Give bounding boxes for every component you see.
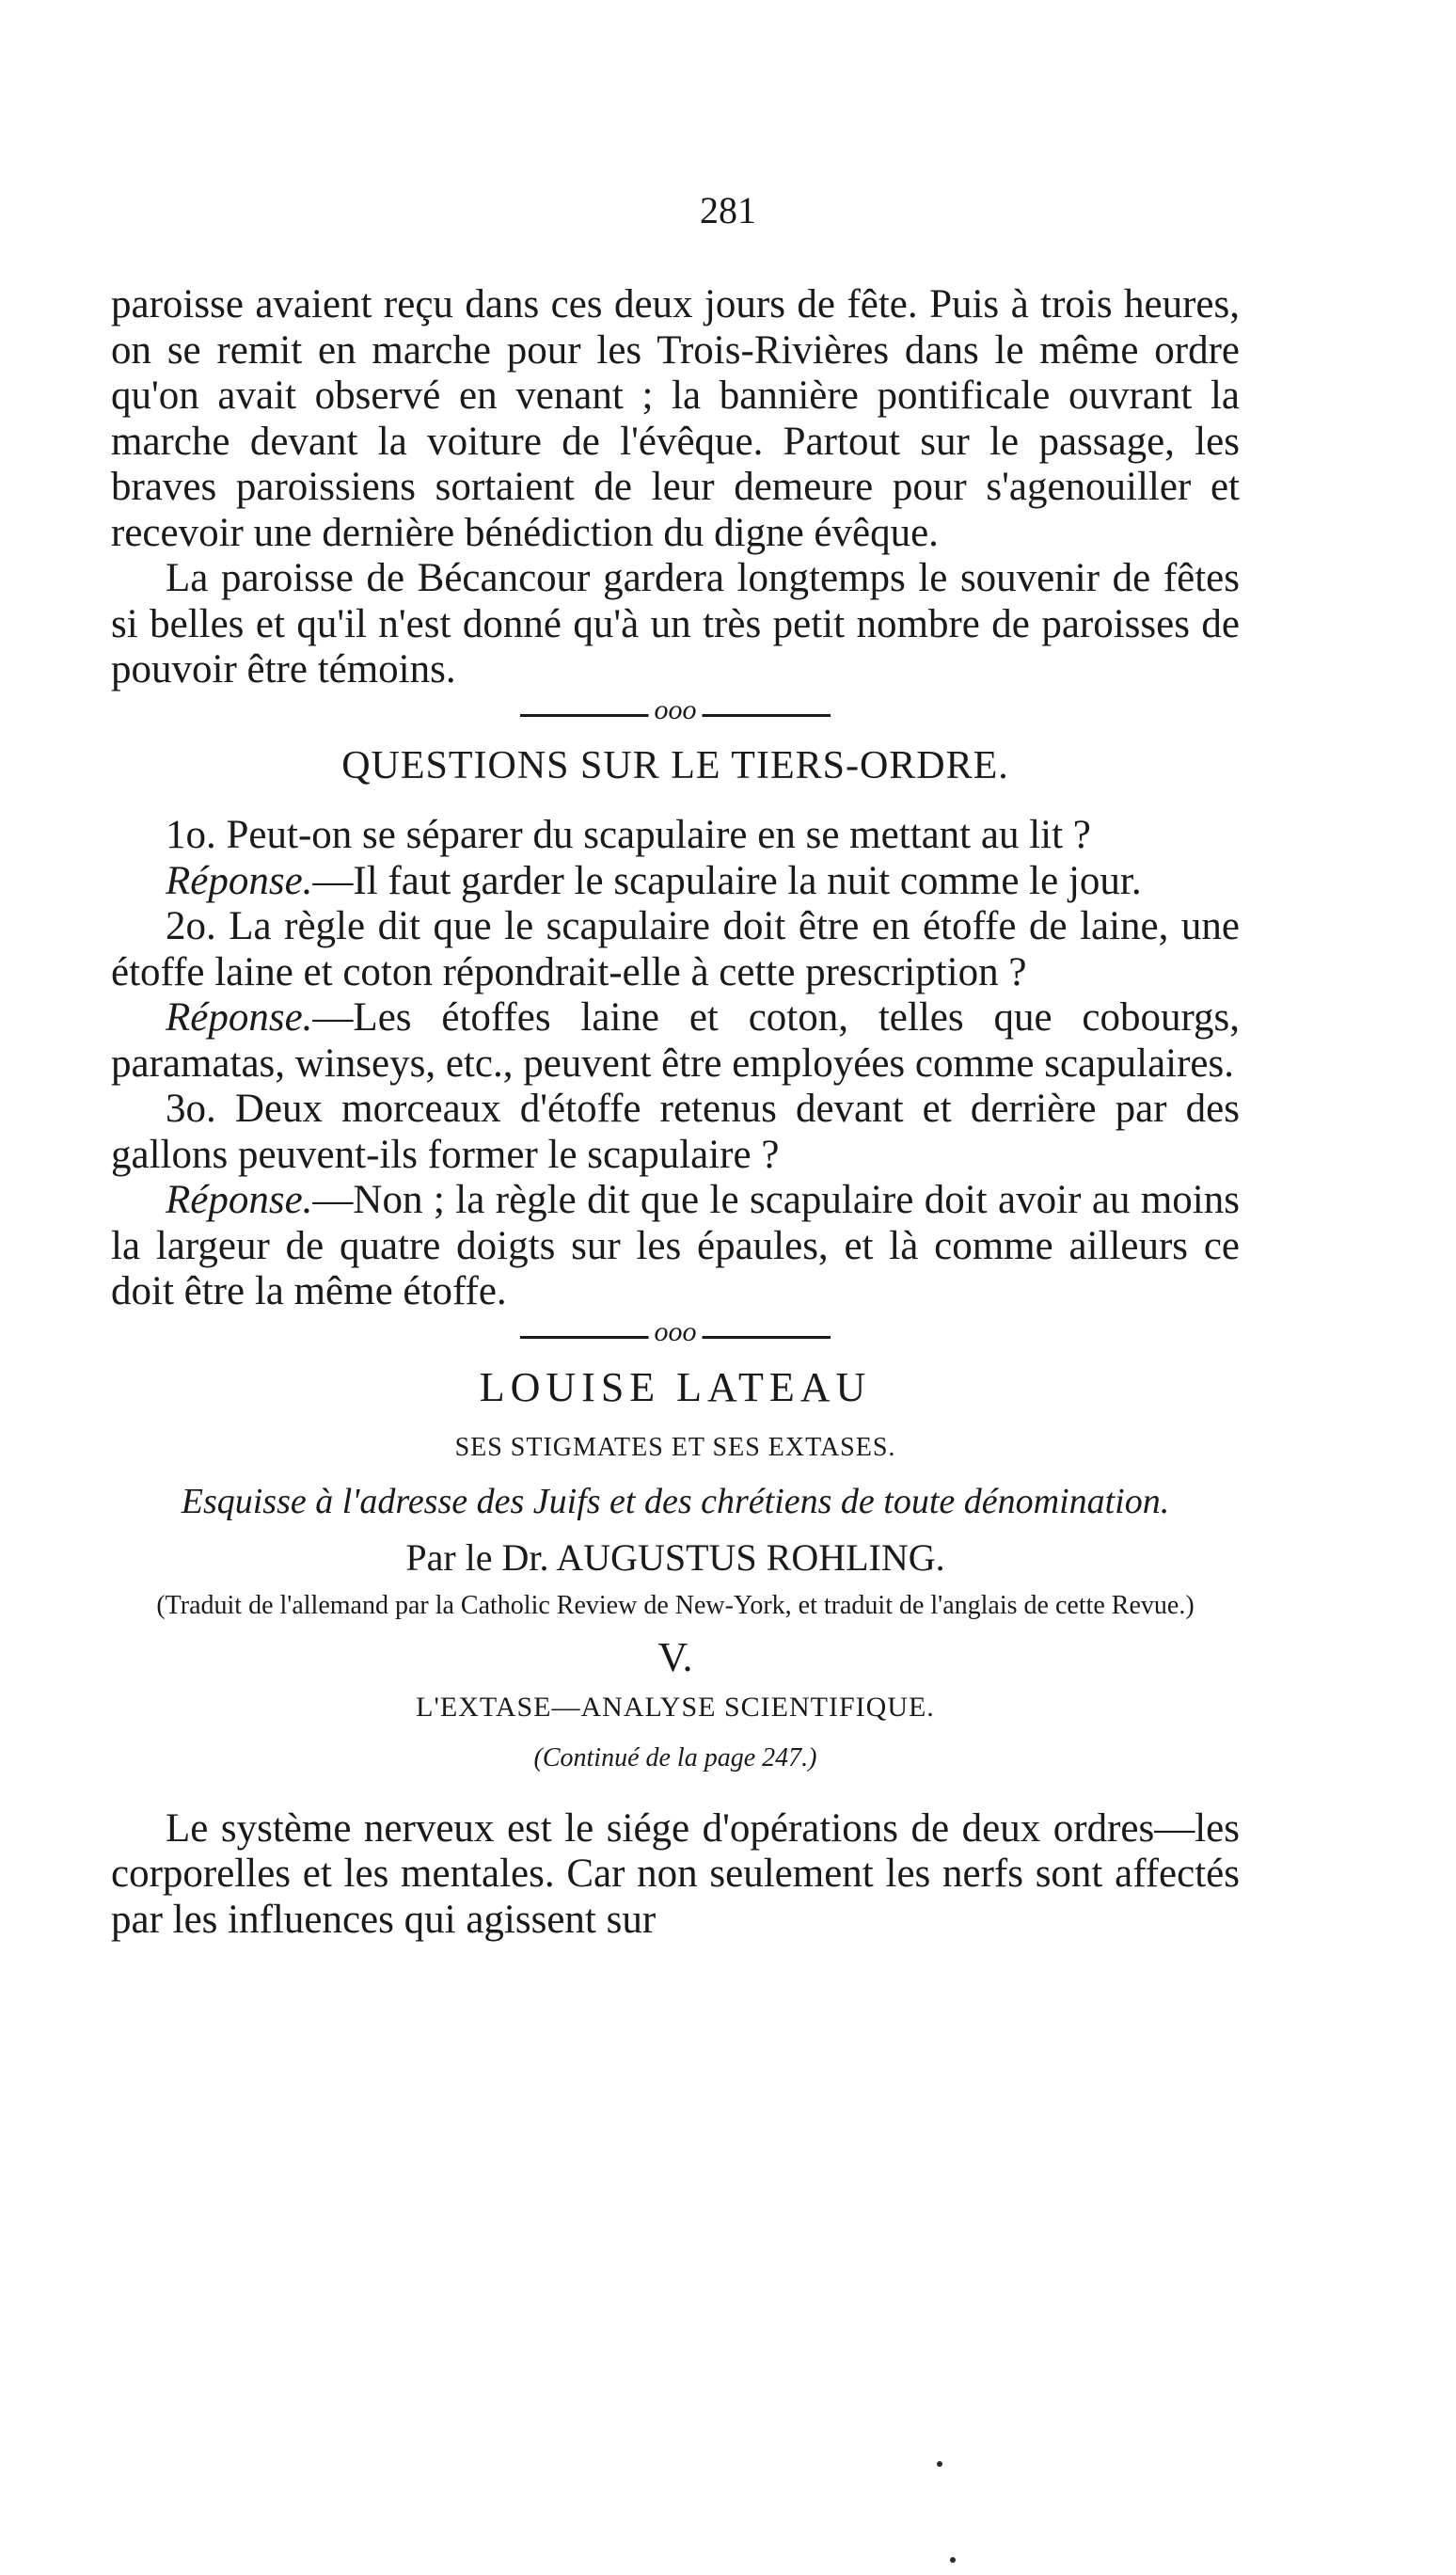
question-2: 2o. La règle dit que le scapulaire doit être en étoffe de laine, une étoffe laine et coton répondrait-elle à cette prescription ? bbox=[111, 904, 1240, 994]
article-body: Le système nerveux est le siége d'opérations de deux ordres—les corporelles et les mentales. Car non seulement les nerfs sont affectés par les influences qui agissent sur bbox=[111, 1805, 1240, 1942]
ink-speck bbox=[937, 2461, 942, 2467]
translation-note: (Traduit de l'allemand par la Catholic Review de New-York, et traduit de l'anglais de cette Revue.) bbox=[156, 1591, 1195, 1620]
answer-label: Réponse. bbox=[166, 995, 313, 1040]
answer-text: —Non ; la règle dit que le scapulaire doit avoir au moins la largeur de quatre doigts sur les épaules, et là comme ailleurs ce doit être la même étoffe. bbox=[111, 1178, 1240, 1313]
article-byline: Par le Dr. AUGUSTUS ROHLING. bbox=[405, 1535, 945, 1579]
question-3: 3o. Deux morceaux d'étoffe retenus devant et derrière par des gallons peuvent-ils former le scapulaire ? bbox=[111, 1087, 1240, 1177]
separator-mark: ooo bbox=[649, 1318, 703, 1346]
answer-label: Réponse. bbox=[166, 1178, 313, 1222]
chapter-title: L'EXTASE—ANALYSE SCIENTIFIQUE. bbox=[416, 1691, 935, 1723]
intro-paragraph-2: La paroisse de Bécancour gardera longtemps le souvenir de fêtes si belles et qu'il n'est donné qu'à un très petit nombre de paroisses de pouvoir être témoins. bbox=[111, 556, 1240, 691]
page-number: 281 bbox=[700, 189, 756, 231]
intro-paragraph-1: paroisse avaient reçu dans ces deux jours de fête. Puis à trois heures, on se remit en marche pour les Trois-Rivières dans le même ordre qu'on avait observé en venant ; la bannière pontificale ouvrant la marche devant la voiture de l'évêque. Partout sur le passage, les braves paroissiens sortaient de leur demeure pour s'agenouiller et recevoir une dernière bénédiction du digne évêque. bbox=[111, 282, 1240, 555]
separator-mark: ooo bbox=[649, 696, 703, 724]
separator-rule bbox=[520, 693, 831, 725]
separator-rule bbox=[520, 1315, 831, 1347]
article-dedication: Esquisse à l'adresse des Juifs et des chrétiens de toute dénomination. bbox=[181, 1481, 1170, 1521]
chapter-number: V. bbox=[657, 1634, 693, 1680]
article-subtitle: SES STIGMATES ET SES EXTASES. bbox=[454, 1433, 896, 1462]
answer-text: —Il faut garder le scapulaire la nuit comme le jour. bbox=[312, 858, 1142, 903]
article-title: LOUISE LATEAU bbox=[479, 1363, 872, 1410]
answer-2 bbox=[111, 995, 1240, 1087]
text-column bbox=[111, 282, 1240, 1943]
ink-speck bbox=[950, 2557, 956, 2563]
answer-3 bbox=[111, 1178, 1240, 1315]
answer-1 bbox=[111, 859, 1240, 905]
continued-note: (Continué de la page 247.) bbox=[533, 1743, 817, 1772]
answer-text: —Les étoffes laine et coton, telles que cobourgs, paramatas, winseys, etc., peuvent être employées comme scapulaires. bbox=[111, 995, 1240, 1086]
answer-label: Réponse. bbox=[166, 858, 313, 903]
questions-section-title: QUESTIONS SUR LE TIERS-ORDRE. bbox=[341, 743, 1009, 787]
question-1: 1o. Peut-on se séparer du scapulaire en se mettant au lit ? bbox=[166, 813, 1091, 857]
